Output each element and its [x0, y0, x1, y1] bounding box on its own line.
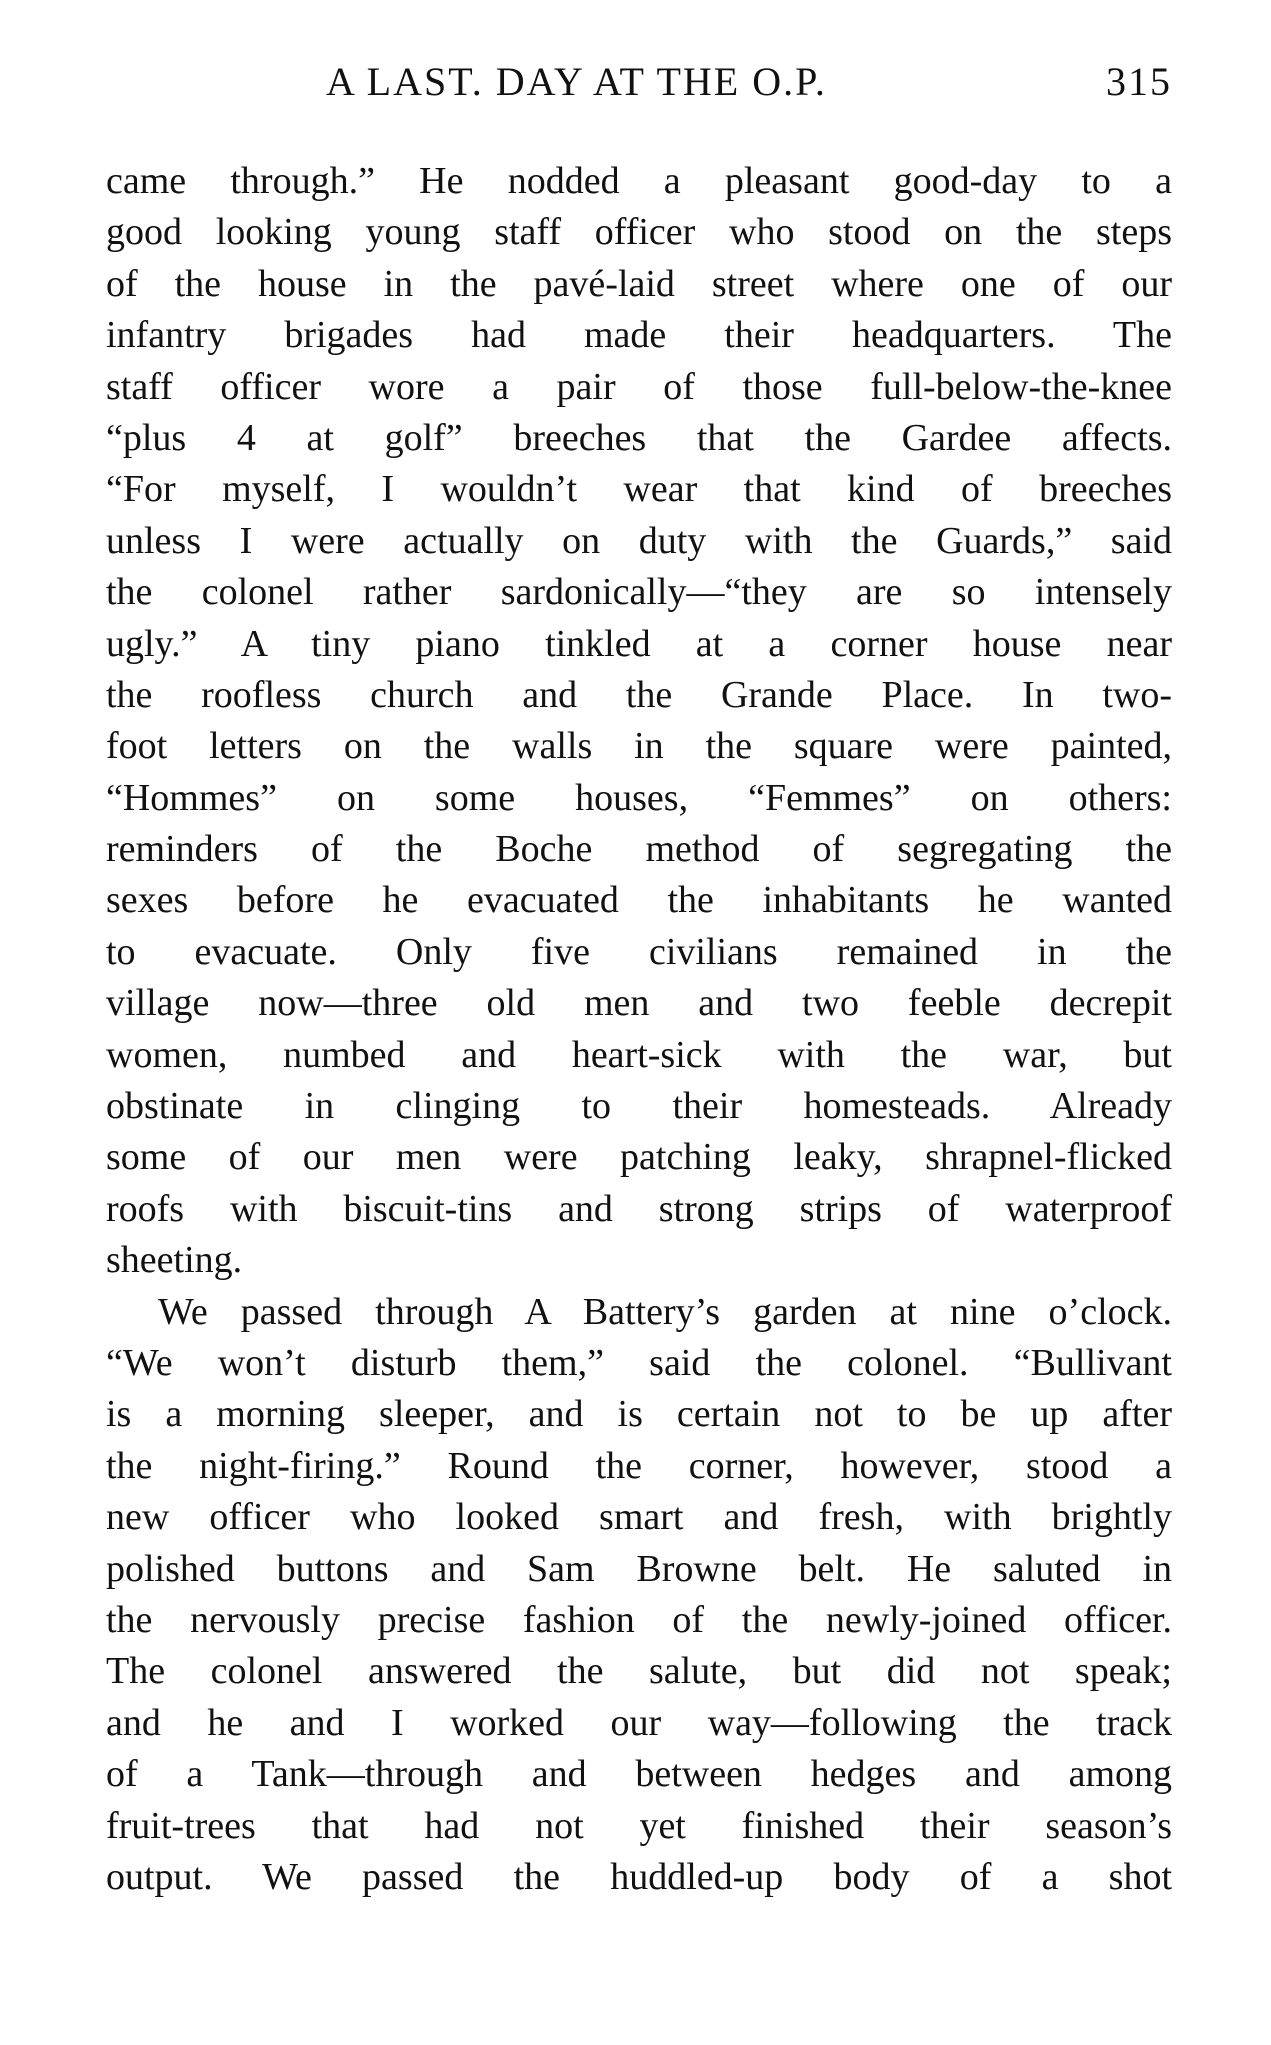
text-line: ugly.” A tiny piano tinkled at a corner house near [106, 622, 1172, 665]
text-line: The colonel answered the salute, but did not speak; [106, 1650, 1172, 1693]
paragraph-1 [106, 156, 1172, 1287]
text-line: new officer who looked smart and fresh, with brightly [106, 1496, 1172, 1539]
text-line: output. We passed the huddled-up body of a shot [106, 1855, 1172, 1898]
text-line: women, numbed and heart-sick with the war, but [106, 1033, 1172, 1076]
page-number: 315 [1106, 59, 1172, 104]
running-head-title: A LAST. DAY AT THE O.P. [326, 59, 827, 104]
text-line: foot letters on the walls in the square were painted, [106, 725, 1172, 768]
text-line: and he and I worked our way—following the track [106, 1701, 1172, 1744]
text-line: staff officer wore a pair of those full-below-the-knee [106, 365, 1172, 408]
text-line: the colonel rather sardonically—“they are so intensely [106, 571, 1172, 614]
text-line: polished buttons and Sam Browne belt. He saluted in [106, 1547, 1172, 1590]
text-line: unless I were actually on duty with the Guards,” said [106, 519, 1172, 562]
text-line: of the house in the pavé-laid street where one of our [106, 262, 1172, 305]
text-line: to evacuate. Only five civilians remained in the [106, 930, 1172, 973]
text-line: “We won’t disturb them,” said the colonel. “Bullivant [106, 1341, 1172, 1384]
text-line: sexes before he evacuated the inhabitants he wanted [106, 879, 1172, 922]
running-head [106, 54, 1172, 110]
body-text [106, 156, 1172, 1916]
text-line: obstinate in clinging to their homesteads. Already [106, 1085, 1172, 1128]
text-line: “plus 4 at golf” breeches that the Gardee affects. [106, 416, 1172, 459]
paragraph-2 [106, 1287, 1172, 1904]
text-line: good looking young staff officer who stood on the steps [106, 211, 1172, 254]
text-line: infantry brigades had made their headquarters. The [106, 314, 1172, 357]
text-line: came through.” He nodded a pleasant good-day to a [106, 160, 1172, 202]
text-line: “For myself, I wouldn’t wear that kind of breeches [106, 468, 1172, 511]
text-line: the roofless church and the Grande Place. In two- [106, 673, 1172, 716]
text-line: “Hommes” on some houses, “Femmes” on others: [106, 776, 1172, 819]
text-line: We passed through A Battery’s garden at nine o’clock. [158, 1290, 1172, 1333]
text-line: roofs with biscuit-tins and strong strips of waterproof [106, 1187, 1172, 1230]
text-line: the nervously precise fashion of the newly-joined officer. [106, 1598, 1172, 1641]
text-line: village now—three old men and two feeble decrepit [106, 982, 1172, 1025]
text-line: some of our men were patching leaky, shrapnel-flicked [106, 1136, 1172, 1179]
text-line: fruit-trees that had not yet finished their season’s [106, 1804, 1172, 1847]
text-line: of a Tank—through and between hedges and among [106, 1753, 1172, 1796]
text-line: the night-firing.” Round the corner, however, stood a [106, 1444, 1172, 1487]
text-line: sheeting. [106, 1239, 243, 1282]
text-line: is a morning sleeper, and is certain not to be up after [106, 1393, 1172, 1436]
text-line: reminders of the Boche method of segregating the [106, 828, 1172, 871]
